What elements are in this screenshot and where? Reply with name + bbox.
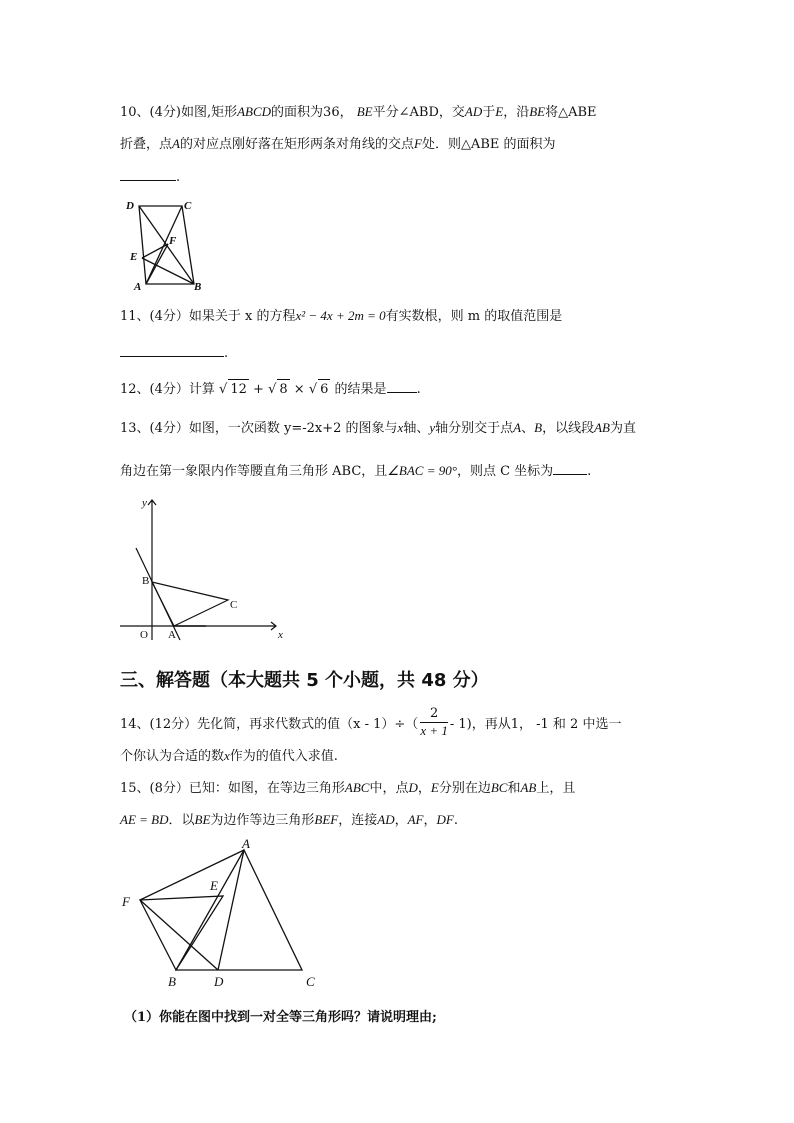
q10-figure <box>124 196 210 292</box>
q15-line1: 15、(8分）已知：如图，在等边三角形ABC中，点D，E分别在边BC和AB上，且 <box>120 780 576 796</box>
q14-line1: 14、(12分）先化简，再求代数式的值（x - 1）÷（ $\frac{2}{x + 1}$ - 1)，再从1， -1 和 2 中选一 <box>120 705 622 738</box>
q10-label-d: D <box>126 200 134 212</box>
q13-line1: 13、(4分）如图，一次函数 y=-2x+2 的图象与x轴、y轴分别交于点A、B，以线段AB为直 <box>120 420 636 436</box>
q13-triangle-abc <box>152 582 228 626</box>
q15-triangle-bef <box>140 896 223 970</box>
q10-label-c: C <box>184 200 192 212</box>
q11-answer-blank: . <box>120 342 228 364</box>
q11-line1: 11、(4分）如果关于 x 的方程x² − 4x + 2m = 0有实数根，则 m 的取值范围是 <box>120 308 563 324</box>
q15-segment-df <box>140 900 218 970</box>
q13-label-b: B <box>142 575 150 587</box>
q14-fraction: $\frac{2}{x + 1}$ <box>420 705 448 738</box>
q15-sub1: （1）你能在图中找到一对全等三角形吗？请说明理由; <box>124 1010 437 1025</box>
q10-label-f: F <box>169 235 177 247</box>
q13-label-x: x <box>278 629 283 641</box>
q10-label-b: B <box>194 281 202 292</box>
q13-label-c: C <box>230 599 238 611</box>
section-3-title: 三、解答题（本大题共 5 个小题，共 48 分） <box>120 670 489 691</box>
q13-label-y: y <box>142 497 147 509</box>
q10-diagonal-ca <box>146 206 182 284</box>
q15-line2: AE = BD．以BE为边作等边三角形BEF，连接AD，AF，DF. <box>120 812 458 828</box>
q14-line2: 个你认为合适的数x作为的值代入求值. <box>120 748 338 764</box>
q15-label-e: E <box>210 878 218 893</box>
q10-label-e: E <box>130 251 138 263</box>
q10-line1: 10、(4分)如图,矩形ABCD的面积为36， BE平分∠ABD，交AD于E，沿BE将△ABE <box>120 104 597 120</box>
q10-line2: 折叠，点A的对应点刚好落在矩形两条对角线的交点F处．则△ABE 的面积为 <box>120 136 556 152</box>
q15-segment-af <box>140 850 244 900</box>
q10-label-a: A <box>134 281 142 292</box>
q13-label-a: A <box>168 629 176 641</box>
q10-answer-blank: . <box>120 166 180 188</box>
q15-label-d: D <box>214 974 224 989</box>
q15-label-f: F <box>122 894 130 909</box>
q13-line2: 角边在第一象限内作等腰直角三角形 ABC，且∠BAC = 90°，则点 C 坐标为 . <box>120 460 591 482</box>
q10-segment-eb <box>142 258 194 284</box>
q15-label-c: C <box>306 974 315 989</box>
q15-triangle-abc <box>176 850 302 970</box>
q15-segment-ad <box>218 850 244 970</box>
q15-label-a: A <box>242 838 250 851</box>
q12-line1: 12、(4分）计算 √ 12 + √ 8 × √ 6 的结果是 . <box>120 378 421 400</box>
q15-figure <box>118 838 328 994</box>
q13-figure <box>118 494 288 644</box>
q15-label-b: B <box>168 974 176 989</box>
q13-label-o: O <box>140 629 148 641</box>
